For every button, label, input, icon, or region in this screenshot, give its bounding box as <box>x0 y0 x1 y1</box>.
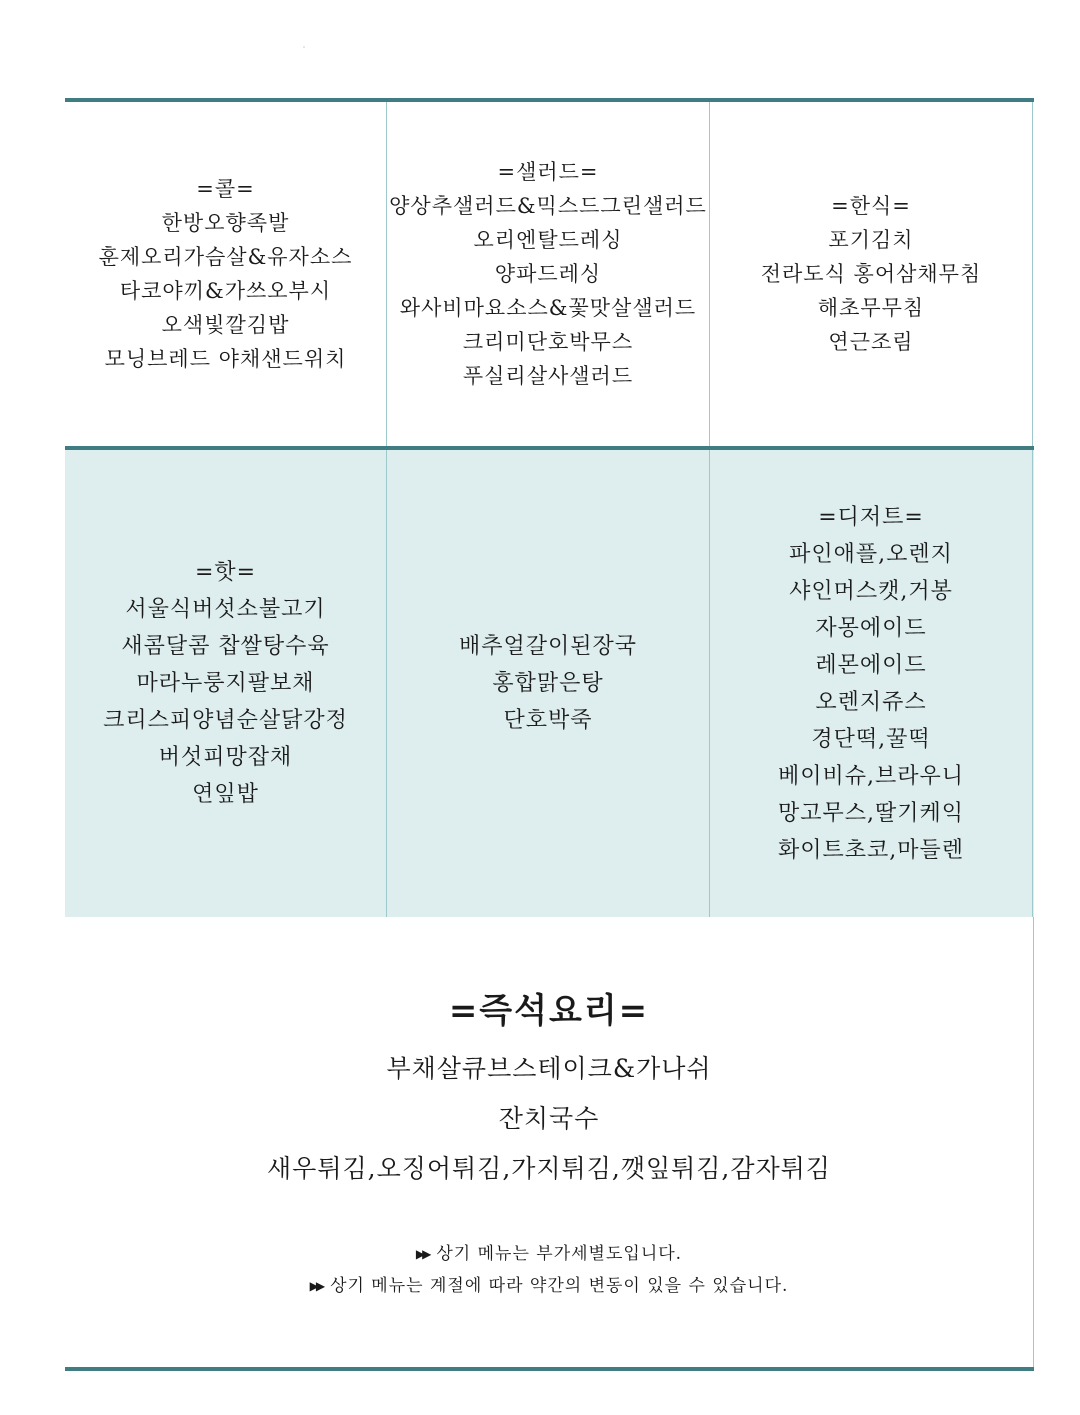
section-soup <box>387 450 710 917</box>
section-title: =한식= <box>831 194 911 218</box>
section-title: =디저트= <box>818 504 924 530</box>
menu-item: 버섯피망잡채 <box>158 745 293 770</box>
menu-item: 부채살큐브스테이크&가나쉬 <box>386 1054 712 1083</box>
menu-item: 배추얼갈이된장국 <box>458 634 638 659</box>
menu-item: 오렌지쥬스 <box>815 689 927 715</box>
menu-item: 크리미단호박무스 <box>462 330 634 354</box>
menu-item: 망고무스,딸기케익 <box>777 800 964 826</box>
section-korean <box>710 102 1033 446</box>
menu-item: 서울식버섯소불고기 <box>125 597 326 622</box>
menu-item: 레몬에이드 <box>815 652 927 678</box>
menu-item: 한방오향족발 <box>161 211 290 235</box>
menu-item: 전라도식 홍어삼채무침 <box>760 262 982 286</box>
menu-item: 샤인머스캣,거봉 <box>789 578 953 604</box>
menu-item: 마라누룽지팔보채 <box>136 671 315 696</box>
menu-item: 타코야끼&가쓰오부시 <box>119 279 332 303</box>
section-instant <box>65 917 1034 1367</box>
section-dessert <box>710 450 1033 917</box>
note <box>65 1270 1033 1302</box>
fast-forward-icon: ▶▶ <box>415 1247 429 1261</box>
section-title: =핫= <box>194 560 257 585</box>
fast-forward-icon: ▶▶ <box>309 1279 323 1293</box>
note-text: 상기 메뉴는 계절에 따라 약간의 변동이 있을 수 있습니다. <box>330 1276 789 1296</box>
note <box>65 1238 1033 1270</box>
menu-item: 화이트초코,마들렌 <box>777 837 964 863</box>
menu-row-2 <box>65 450 1034 917</box>
menu-item: 양상추샐러드&믹스드그린샐러드 <box>389 194 707 218</box>
menu-item: 모닝브레드 야채샌드위치 <box>104 347 347 371</box>
menu-item: 새우튀김,오징어튀김,가지튀김,깻잎튀김,감자튀김 <box>267 1154 831 1183</box>
notes <box>65 1238 1033 1302</box>
menu-item: 오색빛깔김밥 <box>161 313 290 337</box>
section-title: =샐러드= <box>497 160 599 184</box>
section-title: =콜= <box>196 177 255 201</box>
menu-item: 연근조림 <box>828 330 914 354</box>
menu-item: 해초무무침 <box>817 296 925 320</box>
bottom-rule <box>65 1367 1034 1371</box>
menu-item: 자몽에이드 <box>815 615 927 641</box>
menu-item: 단호박죽 <box>503 708 593 733</box>
menu-item: 와사비마요소스&꽃맛살샐러드 <box>399 296 697 320</box>
menu-item: 홍합맑은탕 <box>492 671 604 696</box>
instant-items <box>65 1044 1033 1194</box>
menu-item: 베이비슈,브라우니 <box>777 763 964 789</box>
menu-item: 크리스피양념순살닭강정 <box>103 708 348 733</box>
note-text: 상기 메뉴는 부가세별도입니다. <box>436 1244 683 1264</box>
menu-item: 연잎밥 <box>192 782 259 807</box>
menu-item: 경단떡,꿀떡 <box>811 726 931 752</box>
menu-item: 파인애플,오렌지 <box>789 541 953 567</box>
speck <box>303 46 305 48</box>
section-hot <box>65 450 387 917</box>
menu-item: 오리엔탈드레싱 <box>473 228 623 252</box>
menu-item: 푸실리살사샐러드 <box>462 364 634 388</box>
section-salad <box>387 102 710 446</box>
section-cold <box>65 102 387 446</box>
section-title: =즉석요리= <box>448 991 650 1031</box>
menu-item: 새콤달콤 찹쌀탕수육 <box>121 634 330 659</box>
menu-row-1 <box>65 102 1034 446</box>
menu-item: 잔치국수 <box>498 1104 600 1133</box>
menu-item: 포기김치 <box>828 228 914 252</box>
menu-item: 양파드레싱 <box>494 262 602 286</box>
menu-item: 훈제오리가슴살&유자소스 <box>98 245 353 269</box>
